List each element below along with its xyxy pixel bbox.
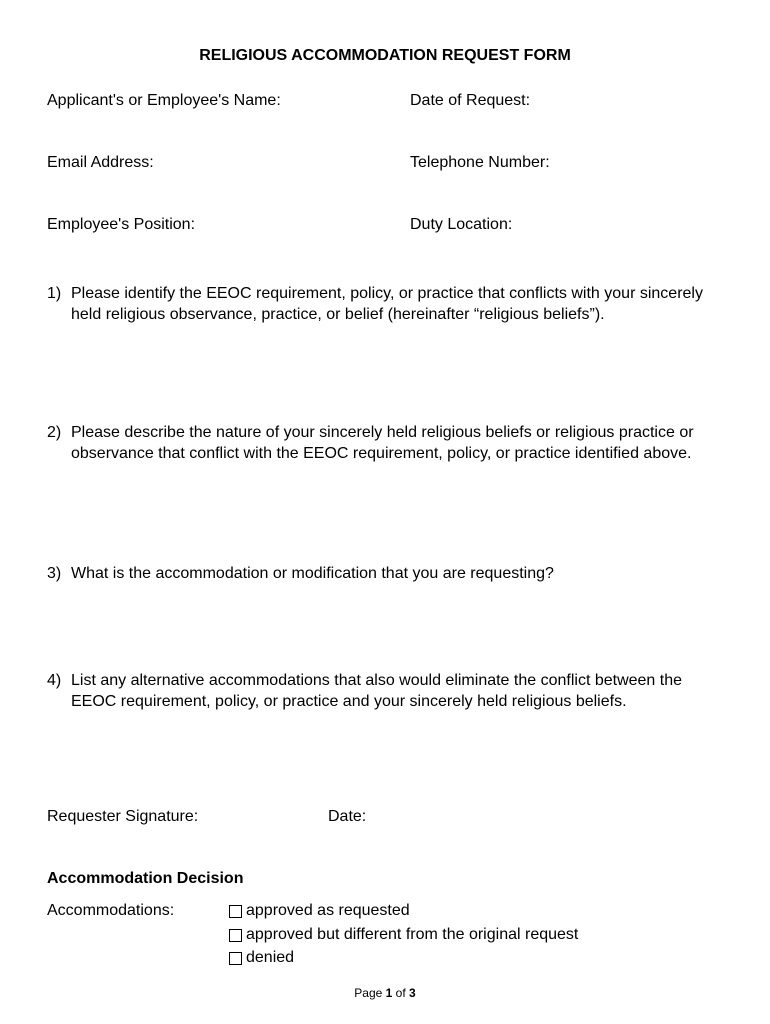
- duty-location-label: Duty Location:: [410, 216, 513, 233]
- checkbox-icon[interactable]: [229, 952, 242, 965]
- page-current: 1: [385, 986, 393, 1000]
- question-1: [47, 283, 727, 325]
- requester-signature-label: Requester Signature:: [47, 808, 199, 825]
- option-denied[interactable]: [229, 949, 294, 967]
- question-number: 3): [47, 565, 62, 582]
- of-word: of: [395, 986, 406, 1000]
- option-approved-as-requested[interactable]: [229, 902, 410, 920]
- question-3: [47, 563, 727, 584]
- page-total: 3: [409, 986, 416, 1000]
- question-text: List any alternative accommodations that also would eliminate the conflict between the EEOC requirement, policy, or practice and your sincerely held religious beliefs.: [71, 672, 683, 710]
- option-approved-different[interactable]: [229, 926, 578, 944]
- question-2: [47, 422, 727, 464]
- date-of-request-label: Date of Request:: [410, 92, 531, 109]
- question-4: [47, 670, 727, 712]
- accommodations-label: Accommodations:: [47, 902, 175, 919]
- question-number: 1): [47, 285, 62, 302]
- option-label: denied: [246, 949, 295, 966]
- question-text: What is the accommodation or modification that you are requesting?: [71, 565, 554, 582]
- option-label: approved but different from the original request: [246, 926, 579, 943]
- page-word: Page: [354, 986, 383, 1000]
- checkbox-icon[interactable]: [229, 905, 242, 918]
- page-footer: [0, 986, 770, 1000]
- position-label: Employee's Position:: [47, 216, 196, 233]
- form-title: RELIGIOUS ACCOMMODATION REQUEST FORM: [199, 47, 571, 64]
- telephone-label: Telephone Number:: [410, 154, 550, 171]
- accommodation-decision-heading: Accommodation Decision: [47, 870, 244, 887]
- name-label: Applicant's or Employee's Name:: [47, 92, 281, 109]
- signature-date-label: Date:: [328, 808, 367, 825]
- option-label: approved as requested: [246, 902, 410, 919]
- question-number: 2): [47, 424, 62, 441]
- question-text: Please describe the nature of your sincerely held religious beliefs or religious practice or observance that conflict with the EEOC requirement, policy, or practice identified above.: [71, 424, 694, 462]
- email-label: Email Address:: [47, 154, 154, 171]
- question-text: Please identify the EEOC requirement, policy, or practice that conflicts with your sincerely held religious observance, practice, or belief (hereinafter “religious beliefs”).: [71, 285, 703, 323]
- question-number: 4): [47, 672, 62, 689]
- checkbox-icon[interactable]: [229, 929, 242, 942]
